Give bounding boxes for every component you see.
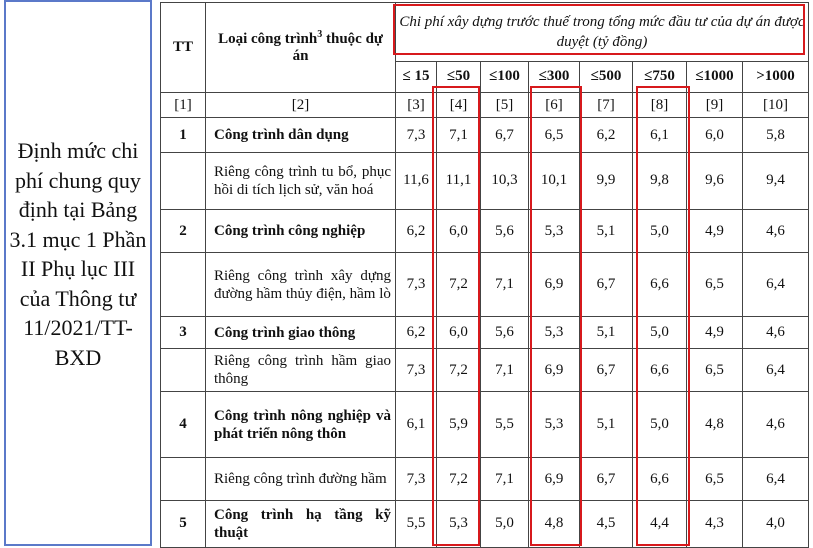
row-name-cell: Công trình dân dụng <box>206 118 396 152</box>
header-row <box>161 3 809 62</box>
value-cell: 7,3 <box>396 118 437 152</box>
index-cell: [2] <box>206 92 396 118</box>
value-cell: 7,2 <box>437 253 481 317</box>
value-cell: 6,2 <box>396 317 437 349</box>
value-cell: 4,9 <box>687 317 743 349</box>
row-tt-cell <box>161 253 206 317</box>
value-cell: 5,8 <box>743 118 809 152</box>
value-cell: 11,1 <box>437 152 481 210</box>
index-row <box>161 92 809 118</box>
value-cell: 6,5 <box>529 118 580 152</box>
value-cell: 6,9 <box>529 458 580 501</box>
row-name-cell: Riêng công trình hầm giao thông <box>206 349 396 392</box>
threshold-cell: ≤50 <box>437 61 481 92</box>
header-chi-phi: Chi phí xây dựng trước thuế trong tổng mức đầu tư của dự án được duyệt (tỷ đồng) <box>396 3 809 62</box>
value-cell: 10,3 <box>481 152 529 210</box>
value-cell: 10,1 <box>529 152 580 210</box>
value-cell: 7,1 <box>481 349 529 392</box>
table-row <box>161 118 809 152</box>
index-cell: [10] <box>743 92 809 118</box>
value-cell: 5,3 <box>437 500 481 547</box>
left-caption-panel <box>4 0 152 546</box>
value-cell: 4,6 <box>743 210 809 253</box>
value-cell: 5,3 <box>529 210 580 253</box>
header-loai <box>206 3 396 93</box>
value-cell: 6,5 <box>687 349 743 392</box>
value-cell: 6,5 <box>687 253 743 317</box>
value-cell: 5,1 <box>580 210 633 253</box>
table-row <box>161 152 809 210</box>
value-cell: 6,6 <box>633 253 687 317</box>
value-cell: 6,7 <box>580 349 633 392</box>
row-name-cell: Công trình hạ tầng kỹ thuật <box>206 500 396 547</box>
value-cell: 4,3 <box>687 500 743 547</box>
row-tt-cell <box>161 458 206 501</box>
row-tt-cell <box>161 349 206 392</box>
value-cell: 4,0 <box>743 500 809 547</box>
index-cell: [3] <box>396 92 437 118</box>
row-tt-cell: 4 <box>161 391 206 457</box>
threshold-cell: ≤100 <box>481 61 529 92</box>
value-cell: 9,8 <box>633 152 687 210</box>
index-cell: [5] <box>481 92 529 118</box>
value-cell: 5,6 <box>481 317 529 349</box>
table-row <box>161 349 809 392</box>
threshold-cell: >1000 <box>743 61 809 92</box>
value-cell: 6,4 <box>743 458 809 501</box>
value-cell: 6,7 <box>580 253 633 317</box>
row-name-cell: Công trình công nghiệp <box>206 210 396 253</box>
table-row <box>161 253 809 317</box>
value-cell: 11,6 <box>396 152 437 210</box>
value-cell: 7,1 <box>481 253 529 317</box>
value-cell: 9,6 <box>687 152 743 210</box>
value-cell: 4,9 <box>687 210 743 253</box>
value-cell: 4,8 <box>687 391 743 457</box>
value-cell: 7,1 <box>481 458 529 501</box>
value-cell: 6,6 <box>633 458 687 501</box>
value-cell: 7,3 <box>396 253 437 317</box>
value-cell: 6,7 <box>481 118 529 152</box>
row-name-cell: Riêng công trình xây dựng đường hầm thủy điện, hầm lò <box>206 253 396 317</box>
value-cell: 4,8 <box>529 500 580 547</box>
index-cell: [6] <box>529 92 580 118</box>
threshold-cell: ≤300 <box>529 61 580 92</box>
left-caption-text: Định mức chi phí chung quy định tại Bảng 3.1 mục 1 Phần II Phụ lục III của Thông tư 11/2021/TT-BXD <box>9 138 147 370</box>
value-cell: 6,1 <box>633 118 687 152</box>
value-cell: 4,5 <box>580 500 633 547</box>
value-cell: 6,9 <box>529 349 580 392</box>
value-cell: 9,4 <box>743 152 809 210</box>
table-row <box>161 458 809 501</box>
table-row <box>161 317 809 349</box>
value-cell: 5,5 <box>481 391 529 457</box>
cost-norm-table-container <box>160 2 808 548</box>
value-cell: 6,0 <box>437 210 481 253</box>
header-loai-text: Loại công trình <box>218 31 318 48</box>
value-cell: 5,1 <box>580 391 633 457</box>
value-cell: 7,2 <box>437 458 481 501</box>
value-cell: 6,1 <box>396 391 437 457</box>
value-cell: 5,6 <box>481 210 529 253</box>
value-cell: 6,2 <box>396 210 437 253</box>
value-cell: 7,3 <box>396 458 437 501</box>
value-cell: 5,0 <box>481 500 529 547</box>
value-cell: 4,6 <box>743 317 809 349</box>
cost-norm-table <box>160 2 809 548</box>
table-row <box>161 391 809 457</box>
table-body <box>161 118 809 548</box>
index-cell: [8] <box>633 92 687 118</box>
value-cell: 5,9 <box>437 391 481 457</box>
threshold-cell: ≤ 15 <box>396 61 437 92</box>
value-cell: 5,0 <box>633 210 687 253</box>
value-cell: 5,1 <box>580 317 633 349</box>
index-cell: [7] <box>580 92 633 118</box>
header-tt: TT <box>161 3 206 93</box>
row-tt-cell: 3 <box>161 317 206 349</box>
value-cell: 7,3 <box>396 349 437 392</box>
threshold-cell: ≤750 <box>633 61 687 92</box>
value-cell: 6,2 <box>580 118 633 152</box>
index-cell: [4] <box>437 92 481 118</box>
value-cell: 5,5 <box>396 500 437 547</box>
value-cell: 9,9 <box>580 152 633 210</box>
row-name-cell: Riêng công trình tu bổ, phục hồi di tích lịch sử, văn hoá <box>206 152 396 210</box>
value-cell: 6,9 <box>529 253 580 317</box>
table-row <box>161 210 809 253</box>
value-cell: 5,3 <box>529 317 580 349</box>
value-cell: 4,4 <box>633 500 687 547</box>
row-name-cell: Công trình nông nghiệp và phát triển nông thôn <box>206 391 396 457</box>
row-tt-cell: 5 <box>161 500 206 547</box>
row-tt-cell <box>161 152 206 210</box>
row-tt-cell: 1 <box>161 118 206 152</box>
value-cell: 6,0 <box>437 317 481 349</box>
value-cell: 6,4 <box>743 253 809 317</box>
value-cell: 5,0 <box>633 391 687 457</box>
value-cell: 6,6 <box>633 349 687 392</box>
index-cell: [9] <box>687 92 743 118</box>
value-cell: 6,0 <box>687 118 743 152</box>
header-loai-sup: 3 <box>317 29 323 41</box>
value-cell: 6,5 <box>687 458 743 501</box>
value-cell: 6,7 <box>580 458 633 501</box>
index-cell: [1] <box>161 92 206 118</box>
value-cell: 5,3 <box>529 391 580 457</box>
value-cell: 6,4 <box>743 349 809 392</box>
value-cell: 5,0 <box>633 317 687 349</box>
value-cell: 7,2 <box>437 349 481 392</box>
value-cell: 7,1 <box>437 118 481 152</box>
row-name-cell: Riêng công trình đường hầm <box>206 458 396 501</box>
row-tt-cell: 2 <box>161 210 206 253</box>
threshold-cell: ≤1000 <box>687 61 743 92</box>
row-name-cell: Công trình giao thông <box>206 317 396 349</box>
table-row <box>161 500 809 547</box>
value-cell: 4,6 <box>743 391 809 457</box>
header-loai-suffix: thuộc dự án <box>292 31 383 65</box>
threshold-cell: ≤500 <box>580 61 633 92</box>
